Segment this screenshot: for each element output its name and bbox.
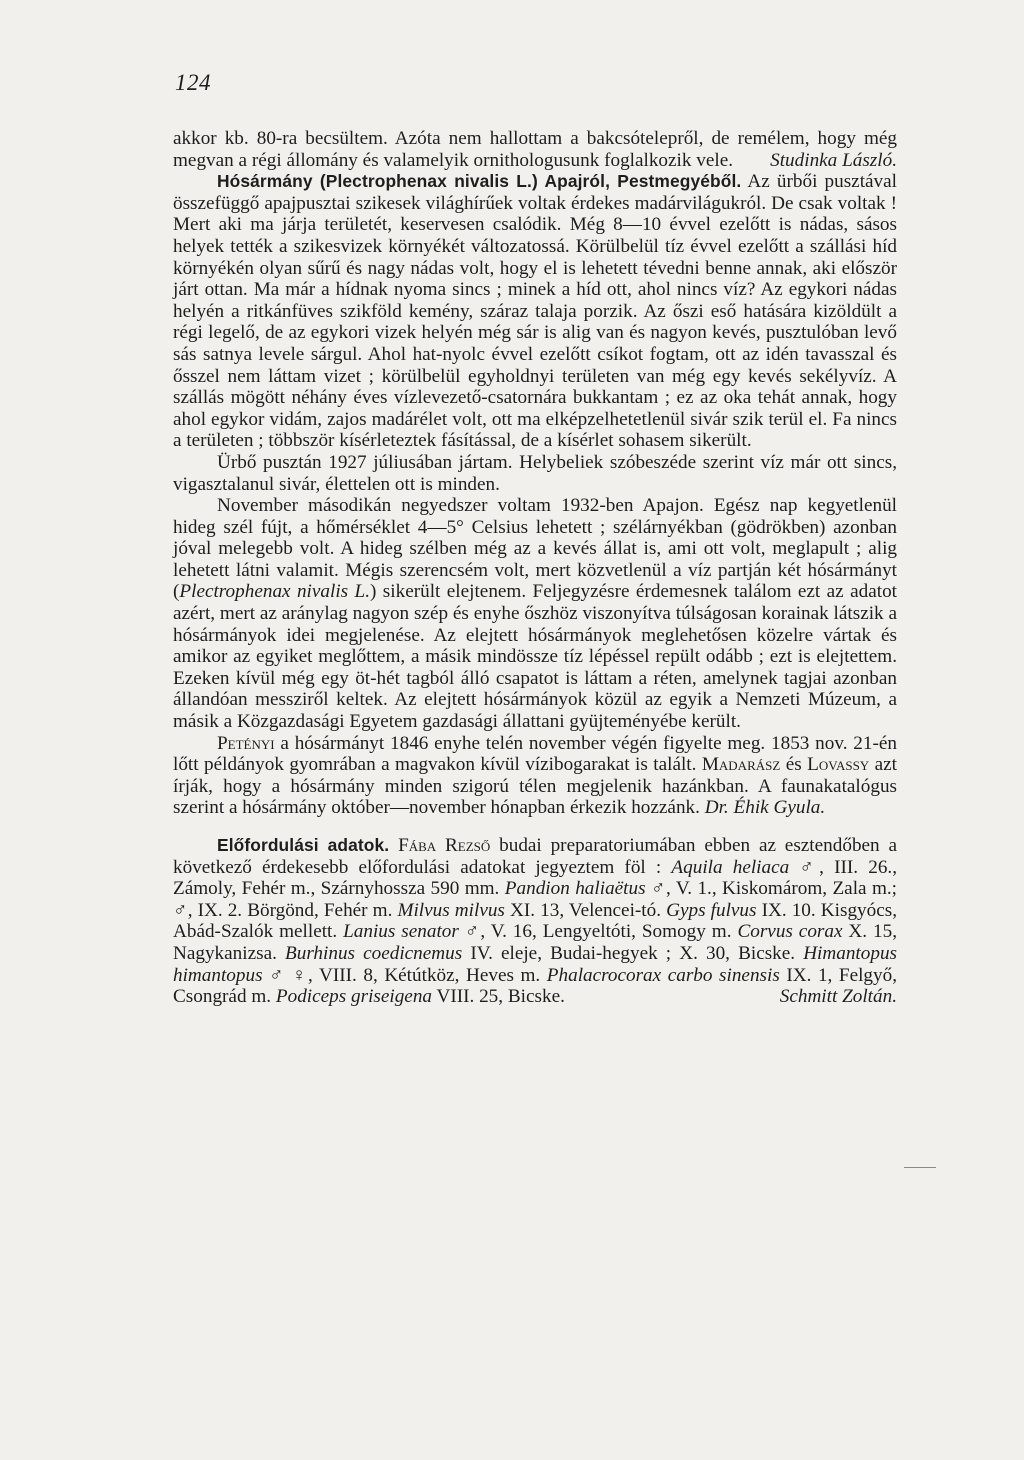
paragraph-text: November másodikán negyedszer voltam 1932-ben Apajon. Egész nap kegyetlenül hideg szél fújt, a hőmérséklet 4—5° Celsius lehetett ; szélárnyékban (gödrökben) azonban jóval melegebb volt. A hideg szélben még az a kevés állat is, ami ott volt, meglapult ; alig lehetett látni valamit. Mégis szerencsém volt, mert közvetlenül a víz partján két hósármányt (	[173, 495, 897, 603]
paragraph-text: IV. eleje, Budai-hegyek ; X. 30, Bicske.	[462, 942, 804, 964]
male-symbol: ♂	[645, 878, 666, 900]
species-name: Himantopus himantopus	[173, 942, 897, 986]
male-female-symbols: ♂ ♀	[262, 964, 308, 986]
paragraph-bakcso-ending	[173, 128, 897, 171]
paragraph-text: Ürbő pusztán 1927 júliusában jártam. Helybeliek szóbeszéde szerint víz már ott sincs, vigasztalanul sivár, élettelen ott is minden.	[173, 451, 897, 495]
section-heading: Előfordulási adatok.	[217, 835, 390, 855]
article-body	[173, 128, 897, 1008]
paragraph-text: X. 15, Nagykanizsa.	[173, 921, 897, 964]
paragraph-text: a hósármányt 1846 enyhe telén november végén figyelte meg. 1853 nov. 21-én lőtt példányok gyomrában a magvakon kívül vízibogarakat is talált.	[173, 732, 897, 776]
paragraph-november	[173, 495, 897, 733]
species-name: Burhinus coedicnemus	[285, 942, 463, 964]
male-symbol: ♂	[789, 856, 820, 878]
paragraph-text: Az ürbői pusztával összefüggő apajpusztai szikesek világhírűek voltak érdekes madárvilágukról. De csak voltak ! Mert aki ma járja területét, keservesen csalódik. Még 8—10 évvel ezelőtt is nádas, sásos helyek tették a szikesvizek környékét változatossá. Körülbelül tíz évvel ezelőtt a szállási híd környékén olyan sűrű és nagy nádas volt, hogy el is lehetett tévedni benne annak, aki először járt ottan. Ma már a hídnak nyoma sincs ; minek a híd ott, ahol nincs víz? Az egykori nádas helyén a ritkánfüves szikföld kemény, száraz talaja porzik. Az őszi eső hatására kizöldült a régi legelő, de az egykori vizek helyén még sár is alig van és nagyon kevés, pusztulóban levő sás satnya levele sárgul. Ahol hat-nyolc évvel ezelőtt csíkot fogtam, ott az idén tavasszal és ősszel nem láttam vizet ; körülbelül egyholdnyi területen van még egy kevés sekélyvíz. A szállás mögött néhány éves vízlevezető-csatornára bukkantam ; ez az oka tehát annak, hogy ahol egykor vidám, zajos madárélet volt, ott ma elképzelhetetlenül sivár szik terül el. Fa nincs a területen ; többször kísérleteztek fásítással, de a kísérlet sohasem sikerült.	[173, 171, 897, 452]
author-name: Lovassy	[807, 754, 870, 776]
paragraph-hosarmany-intro	[173, 171, 897, 452]
male-symbol: ♂	[458, 921, 481, 943]
paragraph-petenyi	[173, 733, 897, 819]
author-signature: Schmitt Zoltán.	[779, 986, 897, 1008]
author-signature: Studinka László.	[770, 149, 897, 171]
male-symbol: ♂	[173, 899, 188, 921]
paragraph-text: , III. 26., Zámoly, Fehér m., Szárnyhossza 590 mm.	[173, 856, 898, 900]
species-name: Pandion haliaëtus	[504, 878, 646, 900]
page-number: 124	[175, 70, 211, 95]
species-name: Milvus milvus	[397, 899, 505, 921]
section-heading: Hósármány (Plectrophenax nivalis L.) Apajról, Pestmegyéből.	[217, 171, 742, 192]
paragraph-text: IX. 1, Felgyő, Csongrád m.	[173, 964, 898, 1008]
paragraph-text: VIII. 25, Bicske.	[432, 986, 565, 1008]
species-name: Lanius senator	[343, 921, 459, 943]
paragraph-text: azt írják, hogy a hósármány minden szigorú télen megjelenik hazánkban. A faunakatalógus szerint a hósármány október—november hónapban érkezik hozzánk.	[173, 754, 897, 819]
paragraph-text: IX. 10. Kisgyócs, Abád-Szalók mellett.	[173, 899, 898, 943]
species-name: Phalacrocorax carbo sinensis	[546, 964, 780, 986]
author-name: Petényi	[217, 732, 275, 754]
paragraph-text: ) sikerült elejtenem. Feljegyzésre érdemesnek találom ezt az adatot azért, mert az aránylag nagyon szép és enyhe őszhöz viszonyítva túlságosan korainak látszik a hósármányok idei megjelenése. Az elejtett hósármányok meglehetősen közelre vártak és amikor az egyiket meglőttem, a másik mindössze tíz lépéssel repült odább ; ezt is elejtettem. Ezeken kívül még egy öt-hét tagból álló csapatot is láttam a réten, amelynek tagjai azonban állandóan messziről keltek. Az elejtett hósármányok közül az egyik a Nemzeti Múzeum, a másik a Közgazdasági Egyetem gazdasági állattani gyüjteményébe került.	[173, 581, 897, 733]
paragraph-text: akkor kb. 80-ra becsültem. Azóta nem hallottam a bakcsótelepről, de remélem, hogy még megvan a régi állomány és valamelyik ornithologusunk foglalkozik vele.	[173, 128, 897, 171]
species-name: Plectrophenax nivalis L.	[179, 581, 371, 603]
margin-mark	[904, 1167, 936, 1168]
paragraph-text: , VIII. 8, Kétútköz, Heves m.	[307, 964, 547, 986]
paragraph-text: XI. 13, Velencei-tó.	[504, 899, 667, 921]
species-name: Corvus corax	[737, 921, 843, 943]
paragraph-text: , IX. 2. Börgönd, Fehér m.	[187, 899, 398, 921]
paragraph-occurrence-data	[173, 835, 897, 1008]
species-name: Aquila heliaca	[671, 856, 790, 878]
author-name: Fába Rezső	[398, 835, 491, 856]
author-name: Madarász	[701, 754, 781, 776]
species-name: Podiceps griseigena	[275, 986, 433, 1008]
paragraph-text: és	[780, 754, 808, 776]
paragraph-text: budai preparatoriumában ebben az esztendőben a következő érdekesebb előfordulási adatokat jegyeztem föl :	[173, 835, 897, 878]
author-signature: Dr. Éhik Gyula.	[704, 797, 826, 819]
paragraph-text: , V. 1., Kiskomárom, Zala m.;	[666, 878, 897, 900]
species-name: Gyps fulvus	[666, 899, 757, 921]
paragraph-text: , V. 16, Lengyeltóti, Somogy m.	[480, 921, 738, 943]
paragraph-urbo	[173, 452, 897, 495]
